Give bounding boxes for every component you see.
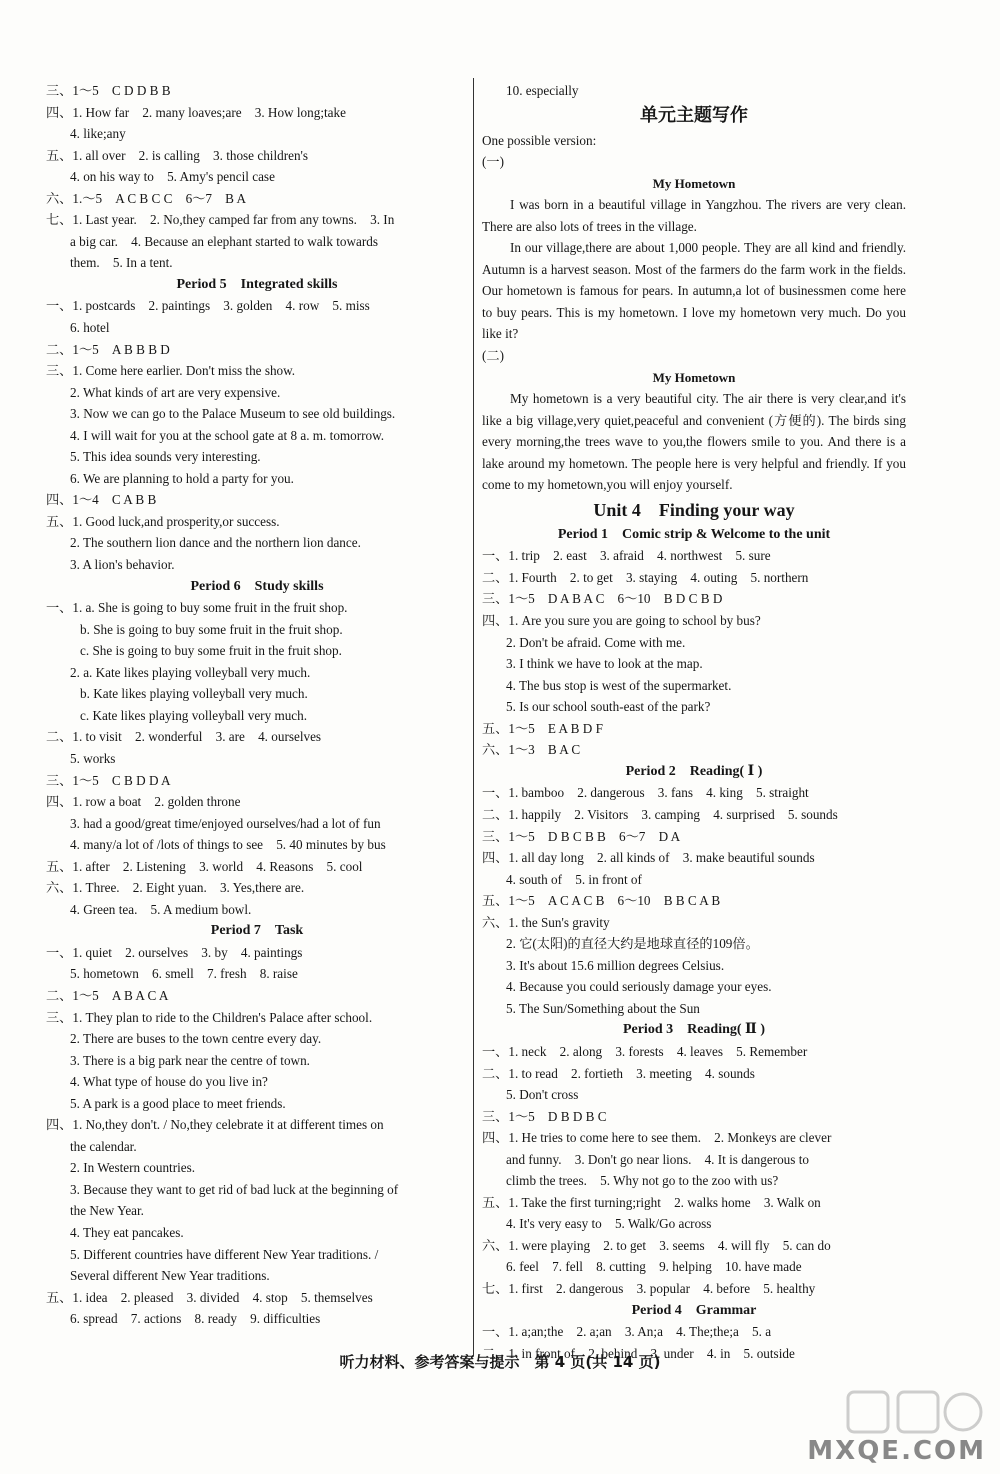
answer-line: them. 5. In a tent.: [70, 255, 173, 271]
section-heading: My Hometown: [652, 369, 736, 385]
answer-line: 二、1. Fourth 2. to get 3. staying 4. outing 5. northern: [482, 569, 809, 585]
answer-line: 4. on his way to 5. Amy's pencil case: [70, 169, 275, 185]
answer-line: 6. spread 7. actions 8. ready 9. difficulties: [70, 1311, 321, 1327]
answer-line: 一、1. trip 2. east 3. afraid 4. northwest 5. sure: [482, 548, 771, 564]
answer-line: 2. Don't be afraid. Come with me.: [506, 634, 686, 650]
section-heading: My Hometown: [652, 175, 736, 191]
answer-line: 三、1. Come here earlier. Don't miss the show.: [46, 363, 296, 379]
answer-line: 3. It's about 15.6 million degrees Celsius.: [506, 957, 725, 973]
answer-line: 一、1. neck 2. along 3. forests 4. leaves 5. Remember: [482, 1043, 808, 1059]
section-heading: Period 3 Reading( Ⅱ ): [622, 1022, 766, 1038]
answer-line: 三、1. They plan to ride to the Children's Palace after school.: [46, 1009, 373, 1025]
section-heading: Period 7 Task: [210, 923, 304, 939]
answer-line: 4. What type of house do you live in?: [70, 1074, 268, 1090]
answer-line: 一、1. a. She is going to buy some fruit in the fruit shop.: [46, 600, 348, 616]
answer-line: and funny. 3. Don't go near lions. 4. It is dangerous to: [506, 1151, 809, 1167]
answer-line: 3. had a good/great time/enjoyed ourselves/had a lot of fun: [70, 815, 381, 831]
answer-line: 6. hotel: [70, 320, 110, 336]
answer-line: 二、1. to visit 2. wonderful 3. are 4. ourselves: [46, 729, 322, 745]
answer-line: 六、1.～5 A C B C C 6～7 B A: [46, 190, 247, 206]
answer-line: 2. The southern lion dance and the northern lion dance.: [70, 535, 361, 551]
answer-line: b. She is going to buy some fruit in the fruit shop.: [80, 621, 343, 637]
answer-line: 四、1. No,they don't. / No,they celebrate it at different times on: [46, 1117, 384, 1133]
answer-line: 5. Don't cross: [506, 1087, 579, 1103]
answer-line: 四、1. He tries to come here to see them. 2. Monkeys are clever: [482, 1130, 832, 1146]
answer-line: 一、1. bamboo 2. dangerous 3. fans 4. king 5. straight: [482, 785, 809, 801]
answer-line: 七、1. first 2. dangerous 3. popular 4. before 5. healthy: [482, 1280, 816, 1296]
answer-line: a big car. 4. Because an elephant started to walk towards: [70, 233, 378, 249]
answer-line: 六、1～3 B A C: [482, 742, 581, 758]
essay-paragraph: My hometown is a very beautiful city. The air there is very clear,and it's like a big village,very quiet,peaceful and convenient (方便的). The birds sing every morning,the trees wave to you,the flowers smile to you. And there is a lake around my hometown. The people here is very helpful and friendly. If you come to my hometown,you will enjoy yourself.: [482, 391, 906, 493]
answer-line: 4. like;any: [70, 126, 126, 142]
answer-line: 三、1～5 C D D B B: [46, 83, 171, 98]
answer-line: the New Year.: [70, 1203, 144, 1219]
answer-line: 4. south of 5. in front of: [506, 871, 642, 887]
section-heading: Period 5 Integrated skills: [176, 276, 338, 292]
answer-line: 六、1. the Sun's gravity: [482, 914, 610, 930]
answer-line: 一、1. postcards 2. paintings 3. golden 4. row 5. miss: [46, 298, 370, 314]
answer-line: c. Kate likes playing volleyball very much.: [80, 707, 308, 723]
answer-line: 五、1. all over 2. is calling 3. those children's: [46, 147, 309, 163]
answer-line: 三、1～5 D A B A C 6～10 B D C B D: [482, 591, 723, 607]
answer-line: 2. 它(太阳)的直径大约是地球直径的109倍。: [506, 936, 759, 952]
answer-line: 3. A lion's behavior.: [70, 557, 175, 573]
answer-line: 一、1. a;an;the 2. a;an 3. An;a 4. The;the;a 5. a: [482, 1324, 772, 1340]
answer-line: 4. Green tea. 5. A medium bowl.: [70, 901, 252, 917]
answer-line: 五、1～5 A C A C B 6～10 B B C A B: [482, 893, 721, 909]
answer-line: 3. I think we have to look at the map.: [506, 656, 703, 672]
page-footer: 听力材料、参考答案与提示 第 4 页(共 14 页): [339, 1353, 661, 1371]
answer-line: 3. Now we can go to the Palace Museum to see old buildings.: [70, 406, 396, 422]
answer-line: climb the trees. 5. Why not go to the zoo with us?: [506, 1173, 779, 1189]
section-heading: Period 6 Study skills: [190, 578, 324, 594]
answer-line: 五、1. Take the first turning;right 2. walks home 3. Walk on: [482, 1194, 821, 1210]
answer-line: 4. Because you could seriously damage your eyes.: [506, 979, 772, 995]
answer-line: 五、1. idea 2. pleased 3. divided 4. stop 5. themselves: [46, 1289, 373, 1305]
answer-line: 4. It's very easy to 5. Walk/Go across: [506, 1216, 712, 1232]
answer-line: 6. We are planning to hold a party for you.: [70, 470, 294, 486]
section-heading: Period 4 Grammar: [631, 1302, 757, 1318]
answer-line: 2. There are buses to the town centre every day.: [70, 1031, 322, 1047]
answer-line: (二): [482, 348, 504, 364]
answer-line: 二、1～5 A B B B D: [46, 341, 170, 357]
answer-line: 二、1. happily 2. Visitors 3. camping 4. surprised 5. sounds: [482, 806, 838, 822]
answer-line: (一): [482, 154, 504, 170]
answer-line: 5. hometown 6. smell 7. fresh 8. raise: [70, 966, 298, 982]
answer-line: 3. There is a big park near the centre of town.: [70, 1052, 310, 1068]
answer-line: 三、1～5 D B C B B 6～7 D A: [482, 828, 681, 844]
answer-line: Several different New Year traditions.: [70, 1268, 270, 1284]
right-column: [482, 80, 906, 1364]
answer-line: 5. works: [70, 750, 116, 766]
answer-line: 四、1. How far 2. many loaves;are 3. How long;take: [46, 104, 346, 120]
answer-line: 三、1～5 D B D B C: [482, 1108, 607, 1124]
answer-line: 六、1. were playing 2. to get 3. seems 4. will fly 5. can do: [482, 1237, 831, 1253]
answer-line: 六、1. Three. 2. Eight yuan. 3. Yes,there are.: [46, 880, 305, 896]
answer-line: 二、1. in front of 2. behind 3. under 4. in 5. outside: [482, 1345, 795, 1361]
answer-line: b. Kate likes playing volleyball very much.: [80, 686, 308, 702]
answer-line: 4. They eat pancakes.: [70, 1224, 184, 1240]
answer-line: 二、1～5 A B A C A: [46, 987, 169, 1003]
answer-line: 五、1～5 E A B D F: [482, 720, 603, 736]
section-heading: Period 2 Reading( Ⅰ ): [625, 763, 763, 779]
section-heading: Period 1 Comic strip & Welcome to the unit: [557, 526, 831, 542]
answer-line: 二、1. to read 2. fortieth 3. meeting 4. sounds: [482, 1065, 755, 1081]
answer-line: 5. The Sun/Something about the Sun: [506, 1000, 700, 1016]
answer-line: 五、1. after 2. Listening 3. world 4. Reasons 5. cool: [46, 858, 363, 874]
watermark-text: MXQE.COM: [807, 1436, 986, 1466]
answer-line: the calendar.: [70, 1138, 137, 1154]
answer-line: 四、1～4 C A B B: [46, 492, 157, 508]
answer-line: 3. Because they want to get rid of bad luck at the beginning of: [70, 1181, 399, 1197]
answer-line: 10. especially: [506, 83, 579, 98]
answer-line: 五、1. Good luck,and prosperity,or success.: [46, 513, 280, 529]
answer-line: 6. feel 7. fell 8. cutting 9. helping 10. have made: [506, 1259, 802, 1275]
answer-line: 5. This idea sounds very interesting.: [70, 449, 261, 465]
answer-line: 四、1. all day long 2. all kinds of 3. make beautiful sounds: [482, 850, 815, 866]
column-divider: [473, 78, 474, 1356]
answer-line: 四、1. Are you sure you are going to school by bus?: [482, 613, 761, 629]
answer-line: 七、1. Last year. 2. No,they camped far from any towns. 3. In: [46, 212, 395, 228]
left-column: [46, 80, 468, 1330]
answer-line: 4. I will wait for you at the school gate at 8 a. m. tomorrow.: [70, 427, 385, 443]
answer-line: 三、1～5 C B D D A: [46, 772, 171, 788]
answer-line: 2. In Western countries.: [70, 1160, 196, 1176]
answer-line: 5. A park is a good place to meet friends.: [70, 1095, 286, 1111]
answer-line: 4. The bus stop is west of the supermarket.: [506, 677, 732, 693]
answer-line: 5. Is our school south-east of the park?: [506, 699, 711, 715]
answer-line: 5. Different countries have different New Year traditions. /: [70, 1246, 379, 1262]
answer-line: 4. many/a lot of /lots of things to see 5. 40 minutes by bus: [70, 837, 386, 853]
essay-paragraph: In our village,there are about 1,000 people. They are all kind and friendly. Autumn is a harvest season. Most of the farmers do the farm work in the fields. Our hometown is famous for pears. In autumn,a lot of businessmen come here to buy pears. This is my hometown. I love my hometown very much. Do you like it?: [482, 240, 906, 342]
essay-paragraph: I was born in a beautiful village in Yangzhou. The rivers are very clean. There are also lots of trees in the village.: [482, 197, 906, 234]
answer-line: One possible version:: [482, 132, 597, 148]
section-heading: Unit 4 Finding your way: [593, 499, 795, 520]
answer-line: 2. What kinds of art are very expensive.: [70, 384, 281, 400]
answer-line: 一、1. quiet 2. ourselves 3. by 4. paintings: [46, 944, 303, 960]
section-heading: 单元主题写作: [640, 104, 748, 126]
answer-line: 2. a. Kate likes playing volleyball very much.: [70, 664, 311, 680]
answer-line: c. She is going to buy some fruit in the fruit shop.: [80, 643, 342, 659]
answer-line: 四、1. row a boat 2. golden throne: [46, 794, 241, 810]
